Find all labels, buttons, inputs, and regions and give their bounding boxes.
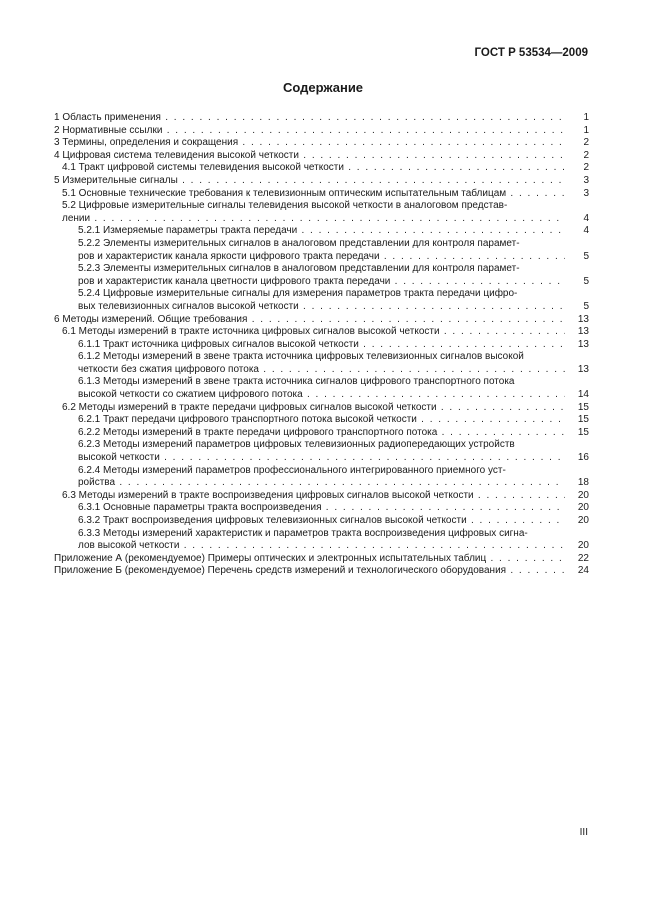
- toc-entry-title: 2 Нормативные ссылки . . .: [54, 125, 565, 138]
- toc-entry-title-line1: 6.1.2 Методы измерений в звене тракта источника цифровых телевизионных сигналов высокой: [78, 351, 524, 363]
- toc-entry-page: 20: [577, 489, 589, 501]
- toc-entry-page: 5: [583, 250, 589, 262]
- toc-entry-title-line2: ров и характеристик канала яркости цифрового тракта передачи . . .: [78, 251, 565, 264]
- toc-entry-page: 20: [577, 502, 589, 514]
- toc-entry-title-line1: 6.1.3 Методы измерений в звене тракта источника сигналов цифрового транспортного потока: [78, 376, 515, 388]
- toc-entry-page: 1: [583, 112, 589, 123]
- toc-entry-title: [78, 238, 565, 263]
- toc-entry-page: 13: [577, 363, 589, 375]
- toc-entry-title: 6.3.1 Основные параметры тракта воспроизведения . . .: [78, 502, 565, 515]
- toc-entry-page: 15: [577, 426, 589, 438]
- toc-entry-page: 13: [577, 313, 589, 325]
- toc-entry-title-line2: четкости без сжатия цифрового потока . . .: [78, 364, 565, 377]
- toc-entry-page: 22: [577, 552, 589, 564]
- toc-entry-title: [78, 439, 565, 464]
- toc-entry[interactable]: [54, 376, 589, 401]
- toc-entry[interactable]: [54, 112, 589, 125]
- toc-entry-title-line2: ройства . . .: [78, 477, 565, 490]
- toc-entry[interactable]: [54, 414, 589, 427]
- toc-entry-title: 6.1.1 Тракт источника цифровых сигналов высокой четкости . . .: [78, 339, 565, 352]
- toc-entry[interactable]: [54, 263, 589, 288]
- toc-entry-title-line1: 5.2.2 Элементы измерительных сигналов в аналоговом представлении для контроля парамет-: [78, 237, 520, 249]
- toc-entry-title-line2: вых телевизионных сигналов высокой четкости . . .: [78, 301, 565, 314]
- toc-entry[interactable]: [54, 515, 589, 528]
- toc-entry[interactable]: [54, 150, 589, 163]
- toc-entry-title: 6.3.2 Тракт воспроизведения цифровых телевизионных сигналов высокой четкости . . .: [78, 515, 565, 528]
- toc-entry-page: 1: [583, 124, 589, 136]
- toc-entry-title: 6.2.2 Методы измерений в тракте передачи цифрового транспортного потока . . .: [78, 427, 565, 440]
- toc-entry-title: 6.3 Методы измерений в тракте воспроизведения цифровых сигналов высокой четкости . . .: [62, 490, 565, 503]
- toc-entry-page: 5: [583, 300, 589, 312]
- toc-entry-title: 5.2.1 Измеряемые параметры тракта передачи . . .: [78, 225, 565, 238]
- toc-entry-title: Приложение Б (рекомендуемое) Перечень средств измерений и технологического оборудования . . .: [54, 565, 565, 578]
- toc-entry-page: 20: [577, 540, 589, 552]
- toc-entry-title-line1: 6.2.3 Методы измерений параметров цифровых телевизионных радиопередающих устройств: [78, 439, 515, 451]
- toc-entry[interactable]: [54, 502, 589, 515]
- toc-entry-title: 4.1 Тракт цифровой системы телевидения высокой четкости . . .: [62, 162, 565, 175]
- toc-entry-title: 4 Цифровая система телевидения высокой четкости . . .: [54, 150, 565, 163]
- toc-entry-title-line1: 5.2.3 Элементы измерительных сигналов в аналоговом представлении для контроля парамет-: [78, 263, 520, 275]
- toc-entry[interactable]: [54, 188, 589, 201]
- toc-entry-page: 15: [577, 414, 589, 426]
- toc-entry[interactable]: [54, 351, 589, 376]
- toc-entry-title: 3 Термины, определения и сокращения . . .: [54, 137, 565, 150]
- toc-entry[interactable]: [54, 137, 589, 150]
- toc-entry[interactable]: [54, 326, 589, 339]
- toc-entry-page: 4: [583, 225, 589, 237]
- toc-entry-title-line2: ров и характеристик канала цветности цифрового тракта передачи . . .: [78, 276, 565, 289]
- toc-entry-title: 6.2.1 Тракт передачи цифрового транспортного потока высокой четкости . . .: [78, 414, 565, 427]
- toc-entry[interactable]: [54, 162, 589, 175]
- toc-entry-page: 4: [583, 212, 589, 224]
- toc-entry-title: [78, 465, 565, 490]
- toc-entry[interactable]: [54, 528, 589, 553]
- toc-entry-title: [78, 288, 565, 313]
- toc-entry-title-line1: 6.2.4 Методы измерений параметров профессионального интегрированного приемного уст-: [78, 464, 506, 476]
- toc-entry-page: 16: [577, 452, 589, 464]
- toc-entry-title-line2: высокой четкости со сжатием цифрового потока . . .: [78, 389, 565, 402]
- toc-entry[interactable]: [54, 238, 589, 263]
- toc-entry-title-line2: лов высокой четкости . . .: [78, 540, 565, 553]
- toc-entry[interactable]: [54, 553, 589, 566]
- toc-entry-page: 24: [577, 565, 589, 577]
- toc-entry-page: 15: [577, 401, 589, 413]
- toc-entry-title-line1: 5.2 Цифровые измерительные сигналы телевидения высокой четкости в аналоговом представ-: [62, 200, 508, 212]
- toc-entry-title: Приложение А (рекомендуемое) Примеры оптических и электронных испытательных таблиц . . .: [54, 553, 565, 566]
- toc-entry[interactable]: [54, 200, 589, 225]
- toc-entry-title: 5 Измерительные сигналы . . .: [54, 175, 565, 188]
- toc-entry-title-line2: лении . . .: [62, 213, 565, 226]
- toc-entry-title: [62, 200, 565, 225]
- toc-entry-title: 6.1 Методы измерений в тракте источника цифровых сигналов высокой четкости . . .: [62, 326, 565, 339]
- toc-entry[interactable]: [54, 565, 589, 578]
- toc-entry-page: 2: [583, 137, 589, 149]
- toc-entry-page: 14: [577, 389, 589, 401]
- toc-entry-page: 5: [583, 275, 589, 287]
- toc-entry[interactable]: [54, 288, 589, 313]
- toc-entry[interactable]: [54, 339, 589, 352]
- toc-entry-page: 3: [583, 187, 589, 199]
- toc-entry-page: 18: [577, 477, 589, 489]
- toc-entry-page: 2: [583, 149, 589, 161]
- toc-entry-page: 20: [577, 515, 589, 526]
- toc-entry-title: [78, 351, 565, 376]
- toc-entry-page: 2: [583, 162, 589, 174]
- page-title: Содержание: [282, 80, 364, 95]
- toc-entry[interactable]: [54, 175, 589, 188]
- toc-entry-title: 1 Область применения . . .: [54, 112, 565, 125]
- toc-entry[interactable]: [54, 439, 589, 464]
- toc-entry-title: [78, 263, 565, 288]
- toc-entry-page: 3: [583, 174, 589, 186]
- toc-entry[interactable]: [54, 427, 589, 440]
- toc-entry-title-line2: высокой четкости . . .: [78, 452, 565, 465]
- toc-entry-title: [78, 376, 565, 401]
- toc-entry-title: [78, 528, 565, 553]
- toc-entry-title: 5.1 Основные технические требования к телевизионным оптическим испытательным таблицам . . .: [62, 188, 565, 201]
- document-designation: ГОСТ Р 53534—2009: [474, 47, 588, 59]
- toc-entry[interactable]: [54, 402, 589, 415]
- toc-entry[interactable]: [54, 225, 589, 238]
- toc-entry[interactable]: [54, 465, 589, 490]
- toc-entry-title: 6.2 Методы измерений в тракте передачи цифровых сигналов высокой четкости . . .: [62, 402, 565, 415]
- toc-entry-title-line1: 6.3.3 Методы измерений характеристик и параметров тракта воспроизведения цифровых сигна-: [78, 527, 528, 539]
- toc-entry-page: 13: [577, 326, 589, 338]
- table-of-contents: [54, 112, 589, 578]
- toc-entry[interactable]: [54, 314, 589, 327]
- toc-entry-page: 13: [577, 338, 589, 350]
- page-number: III: [579, 827, 588, 838]
- toc-entry[interactable]: [54, 125, 589, 138]
- toc-entry-title-line1: 5.2.4 Цифровые измерительные сигналы для измерения параметров тракта передачи цифро-: [78, 288, 518, 300]
- toc-entry[interactable]: [54, 490, 589, 503]
- toc-entry-title: 6 Методы измерений. Общие требования . . .: [54, 314, 565, 327]
